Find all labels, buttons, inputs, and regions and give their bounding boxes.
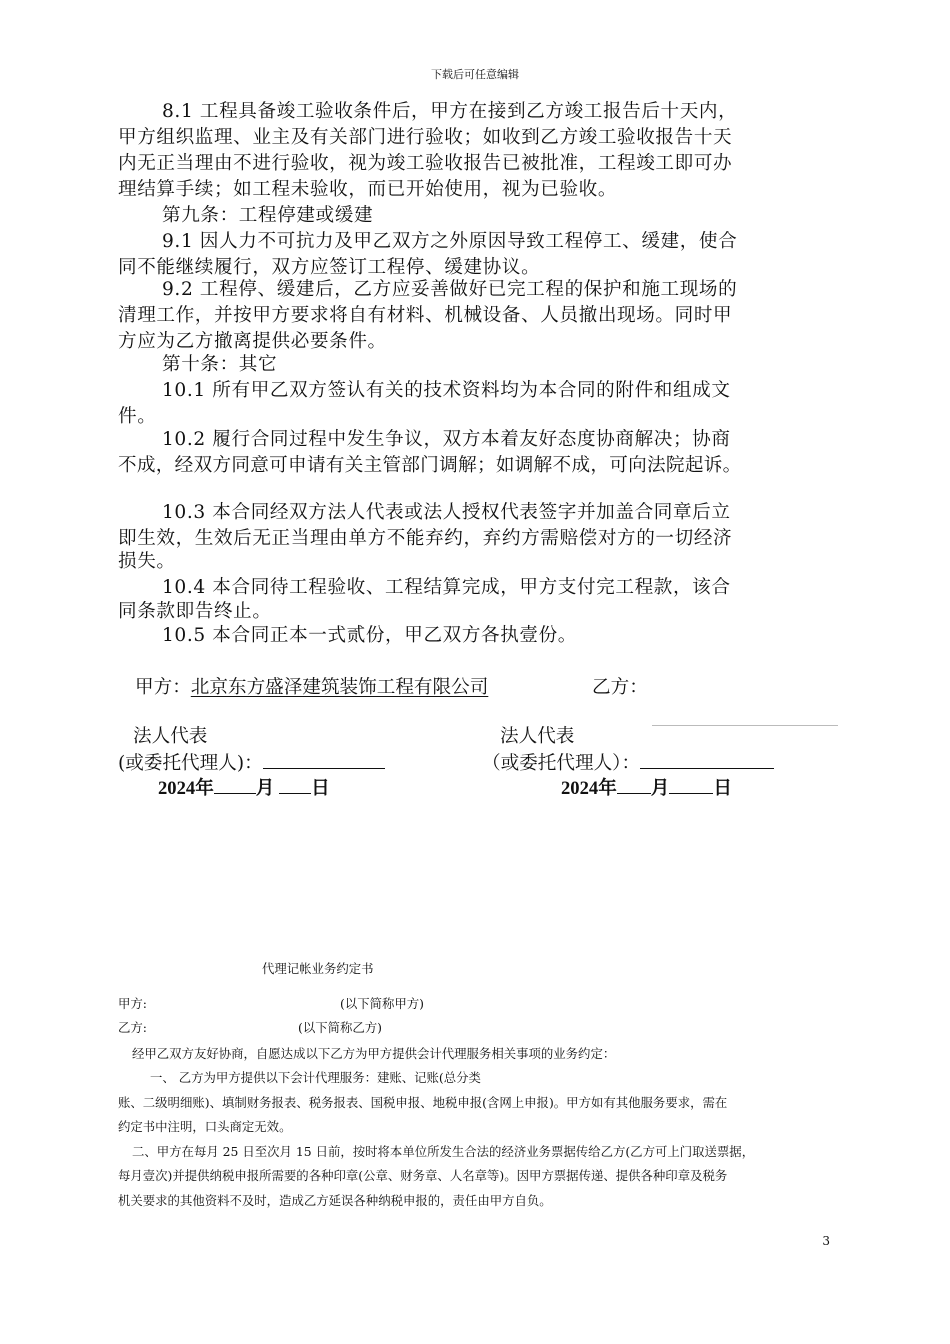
page-header: 下载后可任意编辑 <box>431 68 519 81</box>
contract-line: 10.4 本合同待工程验收、工程结算完成，甲方支付完工程款，该合 <box>162 577 731 598</box>
party-b-date-year: 2024 <box>561 778 599 799</box>
contract-line: 理结算手续；如工程未验收，而已开始使用，视为已验收。 <box>118 179 618 200</box>
party-a-line <box>135 676 488 700</box>
party-a-label: 甲方： <box>135 677 191 698</box>
contract-line: 即生效，生效后无正当理由单方不能弃约，弃约方需赔偿对方的一切经济 <box>118 528 733 549</box>
party-a-agent-line <box>118 750 385 776</box>
agreement-line: 账、二级明细账)、填制财务报表、税务报表、国税申报、地税申报(含网上申报)。甲方如有其他服务要求，需在 <box>118 1095 728 1110</box>
party-a-agent-label: (或委托代理人)： <box>118 753 263 774</box>
agreement-line: 机关要求的其他资料不及时，造成乙方延误各种纳税申报的，责任由甲方自负。 <box>118 1193 552 1208</box>
contract-line: 损失。 <box>118 551 176 572</box>
contract-line: 件。 <box>118 406 157 427</box>
party-b-agent-line <box>482 750 774 776</box>
contract-line: 清理工作，并按甲方要求将自有材料、机械设备、人员撤出现场。同时甲 <box>118 305 733 326</box>
agreement-line: 经甲乙双方友好协商，自愿达成以下乙方为甲方提供会计代理服务相关事项的业务约定： <box>132 1046 616 1061</box>
contract-line: 同条款即告终止。 <box>118 601 272 622</box>
party-b-name-line <box>652 725 838 726</box>
agreement-line: 约定书中注明，口头商定无效。 <box>118 1119 292 1134</box>
party-a-day-blank <box>279 775 311 794</box>
contract-line: 10.2 履行合同过程中发生争议，双方本着友好态度协商解决；协商 <box>162 429 731 450</box>
agreement-line: 每月壹次)并提供纳税申报所需要的各种印章(公章、财务章、人名章等)。因甲方票据传递、提供各种印章及税务 <box>118 1168 728 1183</box>
party-b-signature-blank <box>640 750 774 769</box>
agreement-line: 一、 乙方为甲方提供以下会计代理服务：建账、记账(总分类 <box>150 1070 481 1085</box>
party-a-signature-blank <box>263 750 385 769</box>
contract-line: 内无正当理由不进行验收，视为竣工验收报告已被批准，工程竣工即可办 <box>118 153 733 174</box>
agreement-party-b: 乙方: <box>118 1020 147 1035</box>
contract-line: 10.1 所有甲乙双方签认有关的技术资料均为本合同的附件和组成文 <box>162 380 731 401</box>
contract-line: 同不能继续履行，双方应签订工程停、缓建协议。 <box>118 257 541 278</box>
agreement-party-a-note: (以下简称甲方) <box>340 996 425 1011</box>
agreement-title: 代理记帐业务约定书 <box>262 961 374 976</box>
party-b-rep-label: 法人代表 <box>500 726 575 747</box>
agreement-party-a: 甲方: <box>118 996 147 1011</box>
party-a-date-year: 2024 <box>158 778 196 799</box>
party-b-label: 乙方： <box>592 677 648 698</box>
contract-line: 9.1 因人力不可抗力及甲乙双方之外原因导致工程停工、缓建，使合 <box>162 231 738 252</box>
party-a-rep-label: 法人代表 <box>133 726 208 747</box>
party-b-day-blank <box>669 775 713 794</box>
agreement-line: 二、甲方在每月 25 日至次月 15 日前，按时将本单位所发生合法的经济业务票据传给乙方(乙方可上门取送票据， <box>132 1144 755 1159</box>
party-b-month-blank <box>617 775 651 794</box>
party-a-month-blank <box>214 775 256 794</box>
agreement-party-b-note: (以下简称乙方) <box>298 1020 383 1035</box>
section-heading: 第十条：其它 <box>162 354 278 375</box>
contract-line: 8.1 工程具备竣工验收条件后，甲方在接到乙方竣工报告后十天内， <box>162 101 738 122</box>
section-heading: 第九条：工程停建或缓建 <box>162 205 374 226</box>
party-b-agent-label: （或委托代理人）： <box>482 753 641 774</box>
party-b-date: 2024年 月 日 <box>561 775 732 801</box>
party-a-date: 2024年 月 日 <box>158 775 330 801</box>
contract-line: 10.5 本合同正本一式贰份，甲乙双方各执壹份。 <box>162 625 577 646</box>
contract-line: 不成，经双方同意可申请有关主管部门调解；如调解不成，可向法院起诉。 <box>118 455 742 476</box>
contract-line: 甲方组织监理、业主及有关部门进行验收；如收到乙方竣工验收报告十天 <box>118 127 733 148</box>
contract-line: 方应为乙方撤离提供必要条件。 <box>118 331 387 352</box>
party-a-name: 北京东方盛泽建筑装饰工程有限公司 <box>190 677 489 698</box>
page-number: 3 <box>822 1234 830 1248</box>
contract-line: 9.2 工程停、缓建后，乙方应妥善做好已完工程的保护和施工现场的 <box>162 279 738 300</box>
contract-line: 10.3 本合同经双方法人代表或法人授权代表签字并加盖合同章后立 <box>162 502 731 523</box>
